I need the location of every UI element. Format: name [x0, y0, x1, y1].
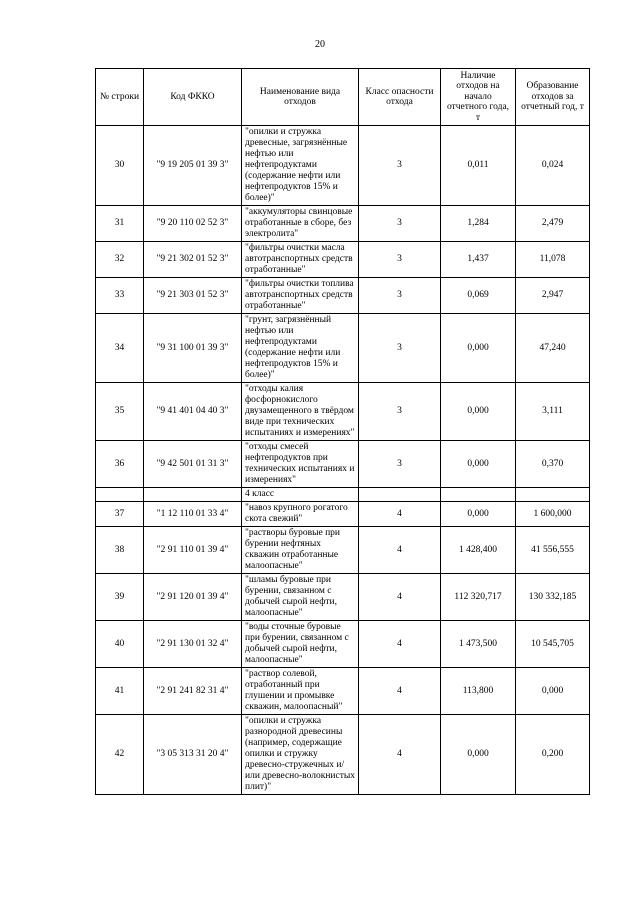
waste-name-cell: "шламы буровые при бурении, связанном с добычей сырой нефти, малоопасные" — [242, 574, 359, 621]
row-number-cell: 31 — [96, 206, 144, 242]
fkko-code-cell: "9 19 205 01 39 3" — [144, 126, 242, 206]
waste-name-cell: "фильтры очистки топлива автотранспортных средств отработанные" — [242, 278, 359, 314]
waste-name-cell: "воды сточные буровые при бурении, связанном с добычей сырой нефти, малоопасные" — [242, 621, 359, 668]
hazard-class-cell: 3 — [359, 314, 441, 383]
formed-cell: 0,000 — [516, 668, 590, 715]
formed-cell: 2,479 — [516, 206, 590, 242]
waste-name-cell: "аккумуляторы свинцовые отработанные в сборе, без электролита" — [242, 206, 359, 242]
available-cell: 1,437 — [441, 242, 516, 278]
hazard-class-cell: 4 — [359, 668, 441, 715]
fkko-code-cell: "2 91 130 01 32 4" — [144, 621, 242, 668]
row-number-cell: 41 — [96, 668, 144, 715]
fkko-code-cell: "2 91 241 82 31 4" — [144, 668, 242, 715]
fkko-code-cell: "9 21 303 01 52 3" — [144, 278, 242, 314]
row-number-cell: 32 — [96, 242, 144, 278]
table-row — [96, 126, 590, 206]
row-number-cell: 42 — [96, 715, 144, 795]
waste-name-cell: "отходы смесей нефтепродуктов при технических испытаниях и измерениях" — [242, 441, 359, 488]
section-label: 4 класс — [242, 488, 359, 502]
row-number-cell: 36 — [96, 441, 144, 488]
fkko-code-cell: "9 20 110 02 52 3" — [144, 206, 242, 242]
waste-table — [95, 68, 590, 795]
waste-name-cell: "растворы буровые при бурении нефтяных скважин отработанные малоопасные" — [242, 527, 359, 574]
available-cell: 1,284 — [441, 206, 516, 242]
formed-cell: 41 556,555 — [516, 527, 590, 574]
table-row — [96, 278, 590, 314]
formed-cell: 1 600,000 — [516, 502, 590, 527]
table-row — [96, 206, 590, 242]
available-cell: 0,011 — [441, 126, 516, 206]
fkko-code-cell: "9 42 501 01 31 3" — [144, 441, 242, 488]
row-number-cell: 34 — [96, 314, 144, 383]
table-row — [96, 621, 590, 668]
available-cell: 0,069 — [441, 278, 516, 314]
row-number-cell: 33 — [96, 278, 144, 314]
formed-cell: 3,111 — [516, 383, 590, 441]
header-formed-year: Образование отходов за отчетный год, т — [516, 69, 590, 126]
formed-cell: 11,078 — [516, 242, 590, 278]
table-row — [96, 668, 590, 715]
waste-name-cell: "фильтры очистки масла автотранспортных средств отработанные" — [242, 242, 359, 278]
formed-cell: 0,024 — [516, 126, 590, 206]
hazard-class-cell: 4 — [359, 621, 441, 668]
available-cell: 1 473,500 — [441, 621, 516, 668]
row-number-cell: 30 — [96, 126, 144, 206]
available-cell: 0,000 — [441, 314, 516, 383]
hazard-class-cell: 3 — [359, 383, 441, 441]
table-row — [96, 383, 590, 441]
fkko-code-cell: "3 05 313 31 20 4" — [144, 715, 242, 795]
row-number-cell: 35 — [96, 383, 144, 441]
row-number-cell: 37 — [96, 502, 144, 527]
waste-name-cell: "опилки и стружка разнородной древесины (например, содержащие опилки и стружку древесно-стружечных и/или древесно-волокнистых плит)" — [242, 715, 359, 795]
formed-cell: 47,240 — [516, 314, 590, 383]
fkko-code-cell: "9 21 302 01 52 3" — [144, 242, 242, 278]
hazard-class-cell: 3 — [359, 126, 441, 206]
hazard-class-cell: 4 — [359, 527, 441, 574]
hazard-class-cell: 4 — [359, 502, 441, 527]
section-row — [96, 488, 590, 502]
page-number: 20 — [315, 39, 325, 50]
formed-cell: 2,947 — [516, 278, 590, 314]
fkko-code-cell: "9 31 100 01 39 3" — [144, 314, 242, 383]
header-row-number: № строки — [96, 69, 144, 126]
table-row — [96, 527, 590, 574]
formed-cell: 130 332,185 — [516, 574, 590, 621]
fkko-code-cell: "9 41 401 04 40 3" — [144, 383, 242, 441]
fkko-code-cell: "1 12 110 01 33 4" — [144, 502, 242, 527]
available-cell: 1 428,400 — [441, 527, 516, 574]
row-number-cell: 39 — [96, 574, 144, 621]
row-number-cell: 40 — [96, 621, 144, 668]
table-row — [96, 242, 590, 278]
table-header-row — [96, 69, 590, 126]
waste-name-cell: "грунт, загрязнённый нефтью или нефтепродуктами (содержание нефти или нефтепродуктов 15% и более)" — [242, 314, 359, 383]
table-row — [96, 441, 590, 488]
waste-name-cell: "навоз крупного рогатого скота свежий" — [242, 502, 359, 527]
formed-cell: 0,200 — [516, 715, 590, 795]
table-row — [96, 502, 590, 527]
table-row — [96, 314, 590, 383]
waste-name-cell: "опилки и стружка древесные, загрязнённые нефтью или нефтепродуктами (содержание нефти или нефтепродуктов 15% и более)" — [242, 126, 359, 206]
header-waste-name: Наименование вида отходов — [242, 69, 359, 126]
row-number-cell: 38 — [96, 527, 144, 574]
fkko-code-cell: "2 91 120 01 39 4" — [144, 574, 242, 621]
header-available-start: Наличие отходов на начало отчетного года, т — [441, 69, 516, 126]
formed-cell: 10 545,705 — [516, 621, 590, 668]
waste-name-cell: "раствор солевой, отработанный при глушении и промывке скважин, малоопасный" — [242, 668, 359, 715]
table-row — [96, 574, 590, 621]
table-row — [96, 715, 590, 795]
hazard-class-cell: 3 — [359, 242, 441, 278]
header-fkko-code: Код ФККО — [144, 69, 242, 126]
hazard-class-cell: 3 — [359, 441, 441, 488]
available-cell: 0,000 — [441, 715, 516, 795]
header-hazard-class: Класс опасности отхода — [359, 69, 441, 126]
hazard-class-cell: 3 — [359, 206, 441, 242]
formed-cell: 0,370 — [516, 441, 590, 488]
available-cell: 112 320,717 — [441, 574, 516, 621]
available-cell: 113,800 — [441, 668, 516, 715]
fkko-code-cell: "2 91 110 01 39 4" — [144, 527, 242, 574]
hazard-class-cell: 3 — [359, 278, 441, 314]
available-cell: 0,000 — [441, 383, 516, 441]
waste-name-cell: "отходы калия фосфорнокислого двузамещенного в твёрдом виде при технических испытаниях и измерениях" — [242, 383, 359, 441]
available-cell: 0,000 — [441, 441, 516, 488]
available-cell: 0,000 — [441, 502, 516, 527]
hazard-class-cell: 4 — [359, 574, 441, 621]
hazard-class-cell: 4 — [359, 715, 441, 795]
